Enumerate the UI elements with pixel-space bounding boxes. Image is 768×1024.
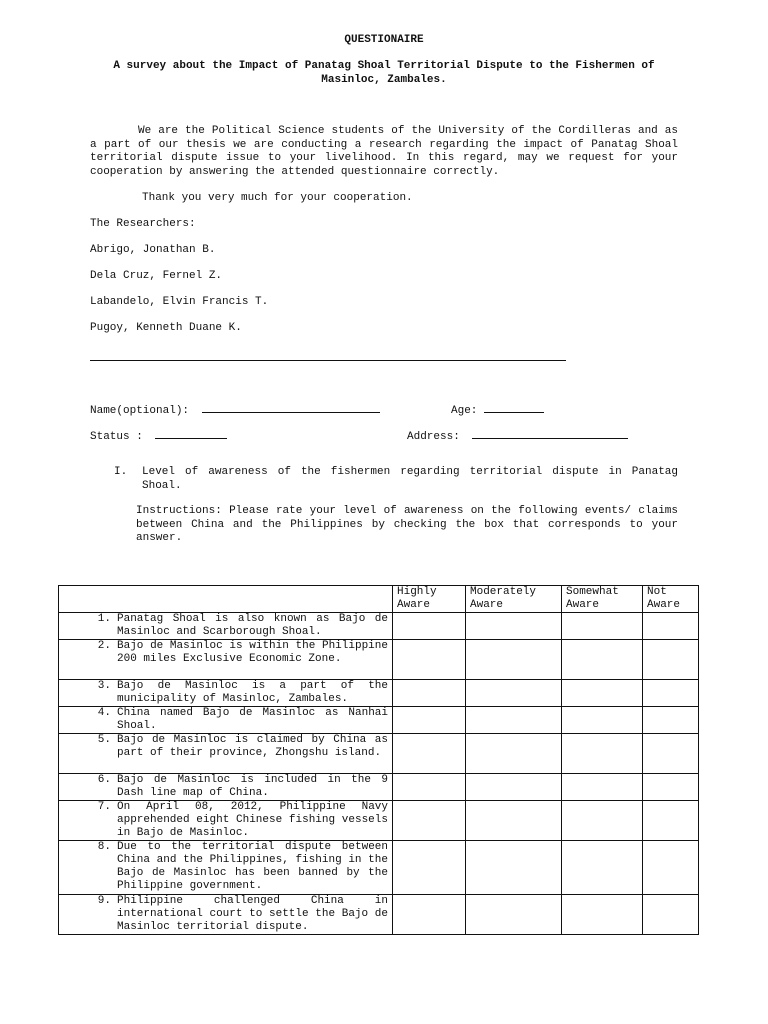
rating-checkbox[interactable] (562, 707, 643, 734)
statement-text: Bajo de Masinloc is a part of the municipality of Masinloc, Zambales. (117, 680, 388, 705)
researcher-name: Dela Cruz, Fernel Z. (90, 270, 223, 282)
rating-checkbox[interactable] (643, 680, 699, 707)
rating-checkbox[interactable] (393, 841, 466, 895)
statement-number: 7. (97, 801, 111, 813)
researcher-name: Abrigo, Jonathan B. (90, 244, 216, 256)
column-header: Somewhat Aware (562, 586, 643, 613)
statement-header (59, 586, 393, 613)
statement-cell (59, 841, 393, 895)
table-row (59, 801, 699, 841)
status-label: Status : (90, 431, 143, 443)
statement-cell (59, 707, 393, 734)
thanks-line: Thank you very much for your cooperation. (142, 192, 413, 204)
rating-checkbox[interactable] (562, 801, 643, 841)
rating-checkbox[interactable] (466, 680, 562, 707)
table-header-row (59, 586, 699, 613)
statement-cell (59, 613, 393, 640)
rating-checkbox[interactable] (466, 640, 562, 680)
researcher-name: Pugoy, Kenneth Duane K. (90, 322, 242, 334)
table-row (59, 707, 699, 734)
statement-text: Panatag Shoal is also known as Bajo de Masinloc and Scarborough Shoal. (117, 613, 388, 638)
table-row (59, 640, 699, 680)
address-field[interactable] (472, 427, 628, 439)
age-field-row (451, 401, 544, 417)
rating-checkbox[interactable] (393, 613, 466, 640)
section-instructions: Instructions: Please rate your level of awareness on the following events/ claims between China and the Philippines by checking the box that corresponds to your answer. (136, 505, 678, 544)
column-header: Moderately Aware (466, 586, 562, 613)
table-row (59, 841, 699, 895)
statement-cell (59, 801, 393, 841)
address-label: Address: (407, 431, 460, 443)
column-header: Not Aware (643, 586, 699, 613)
rating-checkbox[interactable] (393, 895, 466, 935)
status-field[interactable] (155, 427, 227, 439)
statement-text: Due to the territorial dispute between China and the Philippines, fishing in the Bajo de Masinloc has been banned by the Philippine government. (117, 841, 388, 892)
name-field[interactable] (202, 401, 380, 413)
rating-checkbox[interactable] (466, 774, 562, 801)
rating-checkbox[interactable] (466, 734, 562, 774)
page-title: QUESTIONAIRE (344, 34, 424, 46)
rating-checkbox[interactable] (393, 680, 466, 707)
statement-number: 3. (97, 680, 111, 692)
statement-text: China named Bajo de Masinloc as Nanhai Shoal. (117, 707, 388, 732)
age-field[interactable] (484, 401, 544, 413)
rating-checkbox[interactable] (643, 895, 699, 935)
table-row (59, 734, 699, 774)
rating-checkbox[interactable] (393, 640, 466, 680)
rating-checkbox[interactable] (643, 640, 699, 680)
status-field-row (90, 427, 227, 443)
rating-checkbox[interactable] (562, 640, 643, 680)
separator-line (90, 360, 566, 361)
researcher-name: Labandelo, Elvin Francis T. (90, 296, 269, 308)
rating-checkbox[interactable] (562, 841, 643, 895)
rating-checkbox[interactable] (643, 801, 699, 841)
awareness-table (58, 585, 699, 935)
table-row (59, 613, 699, 640)
statement-text: Bajo de Masinloc is included in the 9 Dash line map of China. (117, 774, 388, 799)
section-title: Level of awareness of the fishermen regarding territorial dispute in Panatag Shoal. (142, 466, 678, 492)
rating-checkbox[interactable] (562, 774, 643, 801)
statement-text: On April 08, 2012, Philippine Navy apprehended eight Chinese fishing vessels in Bajo de Masinloc. (117, 801, 388, 839)
rating-checkbox[interactable] (643, 734, 699, 774)
address-field-row (407, 427, 628, 443)
statement-number: 6. (97, 774, 111, 786)
statement-cell (59, 895, 393, 935)
statement-cell (59, 734, 393, 774)
age-label: Age: (451, 405, 478, 417)
table-row (59, 680, 699, 707)
statement-cell (59, 680, 393, 707)
rating-checkbox[interactable] (643, 774, 699, 801)
column-header: Highly Aware (393, 586, 466, 613)
name-field-row (90, 401, 380, 417)
statement-cell (59, 640, 393, 680)
statement-text: Bajo de Masinloc is claimed by China as part of their province, Zhongshu island. (117, 734, 388, 759)
statement-text: Bajo de Masinloc is within the Philippine 200 miles Exclusive Economic Zone. (117, 640, 388, 665)
rating-checkbox[interactable] (562, 895, 643, 935)
rating-checkbox[interactable] (643, 841, 699, 895)
rating-checkbox[interactable] (393, 734, 466, 774)
rating-checkbox[interactable] (562, 734, 643, 774)
table-row (59, 895, 699, 935)
statement-text: Philippine challenged China in international court to settle the Bajo de Masinloc territorial dispute. (117, 895, 388, 933)
rating-checkbox[interactable] (393, 774, 466, 801)
rating-checkbox[interactable] (466, 801, 562, 841)
rating-checkbox[interactable] (562, 613, 643, 640)
rating-checkbox[interactable] (466, 613, 562, 640)
statement-number: 1. (97, 613, 111, 625)
statement-number: 9. (97, 895, 111, 907)
rating-checkbox[interactable] (393, 801, 466, 841)
name-label: Name(optional): (90, 405, 190, 417)
intro-paragraph: We are the Political Science students of the University of the Cordilleras and as a part of our thesis we are conducting a research regarding the impact of Panatag Shoal territorial dispute issue to your livelihood. In this regard, may we request for your cooperation by answering the attended questionnaire correctly. (90, 125, 678, 178)
table-row (59, 774, 699, 801)
section-number: I. (114, 466, 128, 478)
researchers-label: The Researchers: (90, 218, 196, 230)
rating-checkbox[interactable] (562, 680, 643, 707)
rating-checkbox[interactable] (393, 707, 466, 734)
statement-number: 4. (97, 707, 111, 719)
rating-checkbox[interactable] (643, 707, 699, 734)
statement-number: 8. (97, 841, 111, 853)
page-subtitle: A survey about the Impact of Panatag Shoal Territorial Dispute to the Fishermen of Masinloc, Zambales. (113, 60, 655, 86)
rating-checkbox[interactable] (466, 895, 562, 935)
statement-cell (59, 774, 393, 801)
rating-checkbox[interactable] (466, 707, 562, 734)
statement-number: 5. (97, 734, 111, 746)
statement-number: 2. (97, 640, 111, 652)
rating-checkbox[interactable] (643, 613, 699, 640)
rating-checkbox[interactable] (466, 841, 562, 895)
